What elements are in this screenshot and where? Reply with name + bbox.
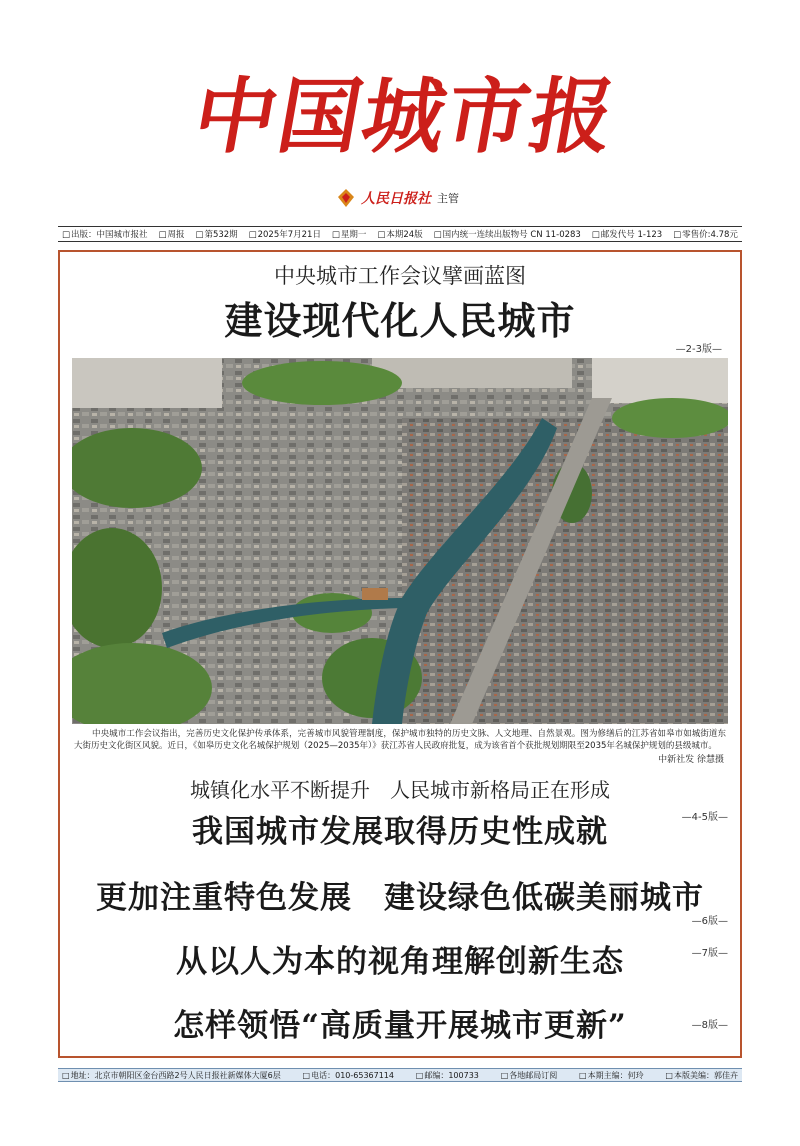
story4-headline[interactable]: 从以人为本的视角理解创新生态 <box>176 944 624 980</box>
story5-page-ref: —8版— <box>691 1020 728 1031</box>
story4-page-ref: —7版— <box>691 948 728 959</box>
publisher-emblem-icon <box>335 187 357 209</box>
story3-page-ref: —6版— <box>691 916 728 927</box>
info-cn-number: □ 国内统一连续出版物号 CN 11-0283 <box>434 228 581 240</box>
publisher-name: 人民日报社 <box>361 191 431 207</box>
story2-page-ref: —4-5版— <box>681 812 728 823</box>
story3-headline[interactable]: 更加注重特色发展 建设绿色低碳美丽城市 <box>96 880 704 916</box>
story5-headline[interactable]: 怎样领悟“高质量开展城市更新” <box>173 1008 627 1044</box>
masthead-title: 中国城市报 <box>186 69 624 165</box>
photo-caption: 中央城市工作会议指出，完善历史文化保护传承体系，完善城市风貌管理制度，保护城市独特的历史文脉、人文地理、自然景观。图为修缮后的江苏省如皋市如城街道东大街历史文化街区风貌。近日，《如皋历史文化名城保护规划（2025—2035年）》获江苏省人民政府批复，成为该省首个获批规划期限至2035年名城保护规划的县级城市。 <box>74 729 726 751</box>
info-date: □ 2025年7月21日 <box>249 228 321 240</box>
info-postal-code: □ 邮发代号 1-123 <box>592 228 662 240</box>
footer-designer: □ 本版美编：郭佳卉 <box>665 1070 738 1081</box>
photo-credit: 中新社发 徐慧摄 <box>658 755 724 765</box>
masthead <box>0 52 800 182</box>
footer-editor: □ 本期主编：何玲 <box>579 1070 644 1081</box>
info-frequency: □ 周报 <box>158 228 184 240</box>
footer-subscription: □ 各地邮局订阅 <box>501 1070 558 1081</box>
lead-headline[interactable]: 建设现代化人民城市 <box>224 298 576 343</box>
lead-page-ref: —2-3版— <box>675 344 722 355</box>
footer-address: □ 地址：北京市朝阳区金台西路2号人民日报社新媒体大厦6层 <box>62 1070 281 1081</box>
footer-zip: □ 邮编：100733 <box>416 1070 479 1081</box>
story2-headline[interactable]: 我国城市发展取得历史性成就 <box>192 814 608 850</box>
aerial-city-illustration <box>72 358 728 724</box>
aerial-city-photo <box>72 358 728 724</box>
info-price: □ 零售价:4.78元 <box>673 228 738 240</box>
info-issue: □ 第532期 <box>195 228 237 240</box>
footer-phone: □ 电话：010-65367114 <box>303 1070 394 1081</box>
publisher-line <box>335 186 459 210</box>
info-weekday: □ 星期一 <box>332 228 367 240</box>
lead-kicker: 中央城市工作会议擘画蓝图 <box>274 264 526 288</box>
info-pages: □ 本期24版 <box>377 228 422 240</box>
info-publisher: □ 出版：中国城市报社 <box>62 228 148 240</box>
footer-bar <box>58 1068 742 1082</box>
issue-info-bar <box>58 226 742 242</box>
story2-kicker: 城镇化水平不断提升 人民城市新格局正在形成 <box>190 778 610 802</box>
publisher-role: 主管 <box>437 192 459 205</box>
